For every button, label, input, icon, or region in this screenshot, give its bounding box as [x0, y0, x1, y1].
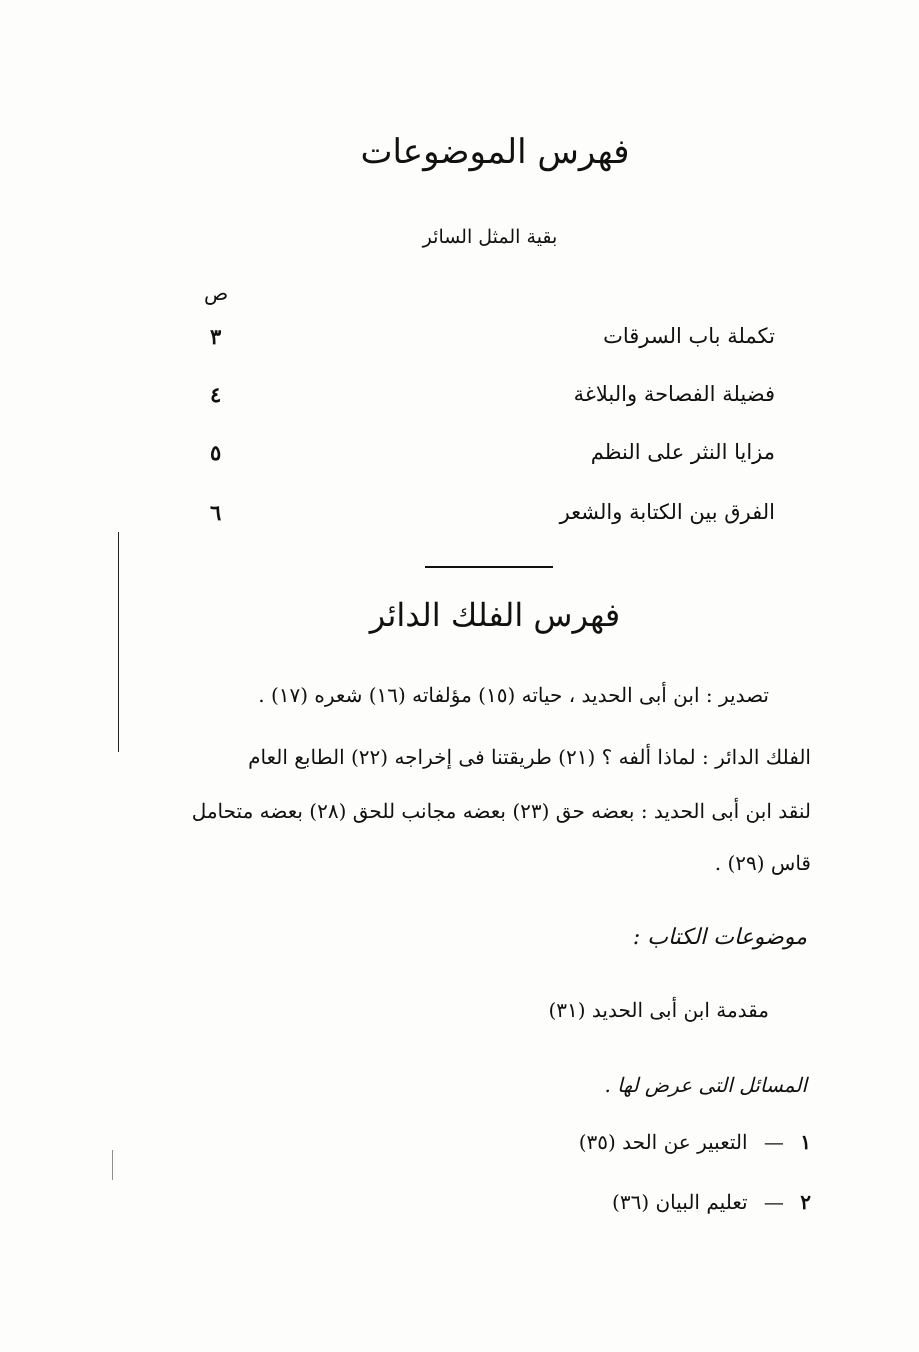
toc-row — [200, 324, 775, 358]
book-subtitle: بقية المثل السائر — [422, 226, 558, 248]
section-title: فهرس الفلك الدائر — [369, 596, 621, 634]
section-divider — [425, 566, 553, 568]
topics-heading: موضوعات الكتاب : — [632, 925, 807, 950]
page-column-label: ص — [204, 281, 229, 305]
toc-entry-title: فضيلة الفصاحة والبلاغة — [573, 382, 775, 406]
intro-line: تصدير : ابن أبى الحديد ، حياته (١٥) مؤلفاته (١٦) شعره (١٧) . — [258, 683, 769, 707]
toc-entry-page: ٥ — [210, 440, 222, 465]
item-dash: — — [763, 1130, 784, 1154]
margin-scan-line — [118, 532, 119, 752]
list-item — [612, 1190, 811, 1214]
paragraph-line: لنقد ابن أبى الحديد : بعضه حق (٢٣) بعضه مجانب للحق (٢٨) بعضه متحامل — [191, 799, 811, 823]
margin-scan-line — [112, 1150, 113, 1180]
toc-entry-page: ٤ — [210, 382, 222, 407]
item-text: تعليم البيان (٣٦) — [612, 1190, 748, 1214]
item-dash: — — [763, 1190, 784, 1214]
item-text: التعبير عن الحد (٣٥) — [578, 1130, 748, 1154]
page-title: فهرس الموضوعات — [360, 132, 630, 172]
toc-row — [200, 440, 775, 474]
toc-row — [200, 382, 775, 416]
toc-row — [200, 500, 775, 534]
item-number: ١ — [800, 1130, 811, 1154]
paragraph-line: قاس (٢٩) . — [714, 851, 811, 875]
toc-entry-title: مزايا النثر على النظم — [590, 440, 775, 464]
item-number: ٢ — [800, 1190, 811, 1214]
toc-entry-page: ٣ — [210, 324, 222, 349]
paragraph-line: الفلك الدائر : لماذا ألفه ؟ (٢١) طريقتنا فى إخراجه (٢٢) الطابع العام — [248, 745, 811, 769]
list-item — [579, 1130, 811, 1154]
toc-entry-page: ٦ — [210, 500, 222, 525]
toc-entry-title: الفرق بين الكتابة والشعر — [559, 500, 775, 524]
issues-heading: المسائل التى عرض لها . — [604, 1073, 807, 1097]
toc-entry-title: تكملة باب السرقات — [603, 324, 775, 348]
intro-entry: مقدمة ابن أبى الحديد (٣١) — [548, 998, 769, 1022]
